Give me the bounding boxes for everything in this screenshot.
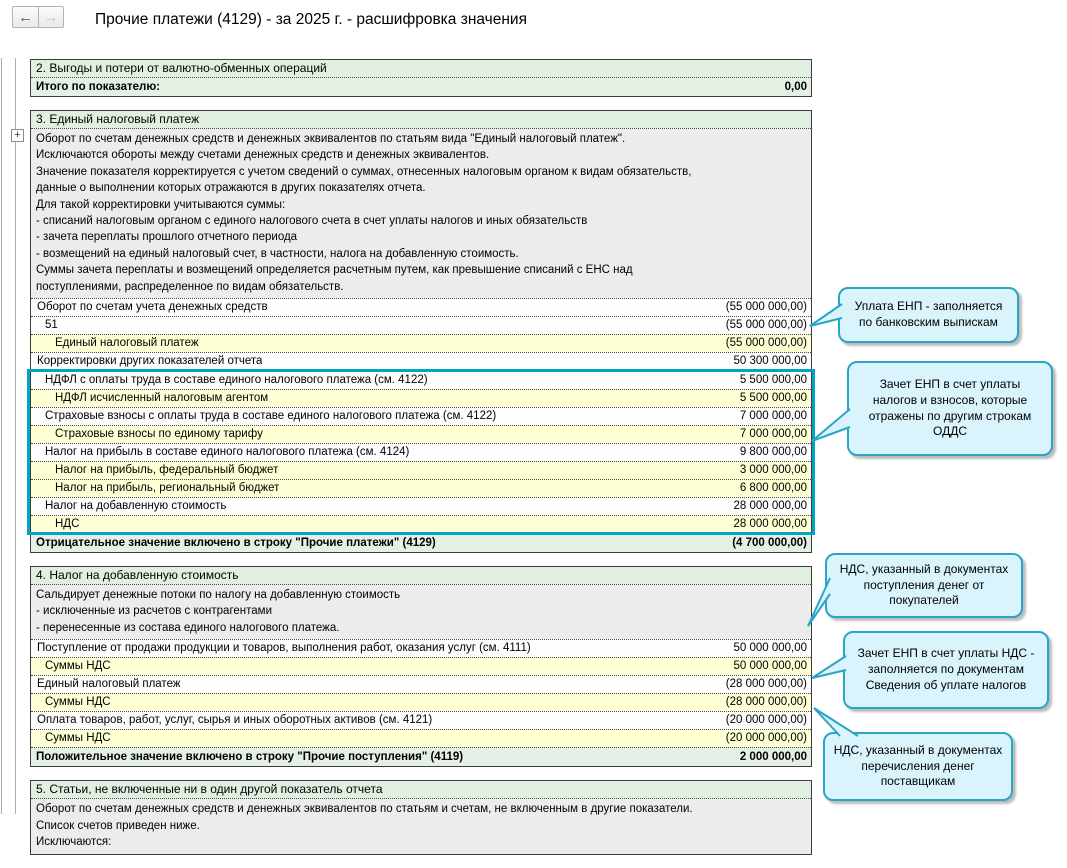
forward-button[interactable]: → [38, 6, 64, 28]
description-line: - возмещений на единый налоговый счет, в частности, налога на добавленную стоимость. [36, 247, 519, 260]
table-row[interactable] [31, 693, 811, 711]
row-value: (28 000 000,00) [725, 696, 807, 709]
report-section [30, 566, 812, 767]
table-row[interactable] [31, 479, 811, 497]
callout-enp-offset: Зачет ЕНП в счет уплаты налогов и взносов, которые отражены по другим строкам ОДДС [847, 361, 1053, 456]
row-label: Единый налоговый платеж [37, 678, 181, 691]
callout-tail-icon [806, 576, 832, 628]
row-value: 3 000 000,00 [739, 464, 807, 477]
callout-vat-outgoing: НДС, указанный в документах перечисления денег поставщикам [823, 732, 1013, 801]
row-value: (20 000 000,00) [725, 714, 807, 727]
description-line: Суммы зачета переплаты и возмещений определяется расчетным путем, как превышение списаний с ЕНС над [36, 264, 633, 277]
row-value: (28 000 000,00) [725, 678, 807, 691]
section-description [31, 584, 811, 639]
callout-enp-payment: Уплата ЕНП - заполняется по банковским выпискам [838, 287, 1019, 343]
row-label: НДС [55, 518, 80, 531]
back-button[interactable]: ← [12, 6, 38, 28]
row-value: 7 000 000,00 [739, 428, 807, 441]
summary-value: 0,00 [784, 81, 807, 93]
row-value: 50 300 000,00 [733, 355, 807, 368]
row-label: Налог на прибыль, региональный бюджет [55, 482, 280, 495]
summary-value: 2 000 000,00 [739, 751, 807, 764]
section-description [31, 128, 811, 298]
description-line: Оборот по счетам денежных средств и денежных эквивалентов по статьям вида "Единый налоговый платеж". [36, 133, 626, 145]
description-line: - списаний налоговым органом с единого налогового счета в счет уплаты налогов и иных обязательств [36, 215, 588, 228]
row-label: Суммы НДС [45, 732, 111, 745]
description-line: Для такой корректировки учитываются суммы: [36, 198, 286, 211]
report-section [30, 110, 812, 553]
row-label: Суммы НДС [45, 660, 111, 673]
description-line: - перенесенные из состава единого налогового платежа. [36, 621, 340, 634]
callout-vat-incoming: НДС, указанный в документах поступления денег от покупателей [825, 553, 1023, 618]
section-description [31, 798, 811, 853]
section-header: 4. Налог на добавленную стоимость [31, 567, 811, 584]
row-label: Страховые взносы по единому тарифу [55, 428, 263, 441]
callout-tail-icon [810, 405, 852, 443]
description-line: Исключаются: [36, 836, 112, 849]
row-value: 6 800 000,00 [739, 482, 807, 495]
section-header: 2. Выгоды и потери от валютно-обменных операций [31, 60, 811, 77]
row-value: 28 000 000,00 [733, 500, 807, 513]
row-label: Суммы НДС [45, 696, 111, 709]
section-summary-row[interactable] [31, 533, 811, 552]
row-label: НДФЛ с оплаты труда в составе единого налогового платежа (см. 4122) [45, 374, 428, 387]
row-label: Оплата товаров, работ, услуг, сырья и иных оборотных активов (см. 4121) [37, 714, 433, 727]
callout-enp-vat-offset: Зачет ЕНП в счет уплаты НДС - заполняется по документам Сведения об уплате налогов [843, 631, 1049, 709]
table-row[interactable] [31, 639, 811, 657]
description-line: Значение показателя корректируется с учетом сведений о суммах, отнесенных налоговым органом к видам обязательств, [36, 165, 692, 178]
page-title: Прочие платежи (4129) - за 2025 г. - расшифровка значения [95, 11, 527, 28]
report-section [30, 780, 812, 854]
row-value: (55 000 000,00) [725, 301, 807, 314]
description-line: данные о выполнении которых отражаются в других показателях отчета. [36, 182, 426, 195]
row-value: 5 500 000,00 [739, 374, 807, 387]
description-line: Оборот по счетам денежных средств и денежных эквивалентов по статьям и счетам, не включенным в другие показатели. [36, 803, 693, 816]
table-row[interactable] [31, 657, 811, 675]
description-line: поступлениями, распределенное по видам обязательств. [36, 280, 344, 293]
description-line: - зачета переплаты прошлого отчетного периода [36, 231, 298, 244]
row-label: Налог на прибыль в составе единого налогового платежа (см. 4124) [45, 446, 410, 459]
row-value: (55 000 000,00) [725, 319, 807, 332]
highlighted-rows-group [31, 370, 811, 533]
row-value: (55 000 000,00) [725, 337, 807, 350]
table-row[interactable] [31, 316, 811, 334]
row-value: 50 000 000,00 [733, 660, 807, 673]
table-row[interactable] [31, 352, 811, 370]
description-line: Список счетов приведен ниже. [36, 819, 200, 832]
table-row[interactable] [31, 729, 811, 747]
section-summary-row[interactable] [31, 747, 811, 766]
expand-group-button[interactable]: + [11, 129, 24, 142]
row-label: Налог на добавленную стоимость [45, 500, 227, 513]
report-section [30, 59, 812, 97]
table-row[interactable] [31, 371, 811, 389]
summary-label: Положительное значение включено в строку "Прочие поступления" (4119) [36, 751, 464, 764]
table-row[interactable] [31, 711, 811, 729]
summary-value: (4 700 000,00) [732, 537, 807, 550]
row-label: Страховые взносы с оплаты труда в составе единого налогового платежа (см. 4122) [45, 410, 497, 423]
description-line: - исключенные из расчетов с контрагентами [36, 605, 272, 618]
table-row[interactable] [31, 389, 811, 407]
table-row[interactable] [31, 461, 811, 479]
callout-tail-icon [808, 300, 844, 330]
description-line: Сальдирует денежные потоки по налогу на добавленную стоимость [36, 589, 401, 602]
history-nav [12, 6, 64, 28]
row-value: 28 000 000,00 [733, 518, 807, 531]
row-label: Поступление от продажи продукции и товаров, выполнения работ, оказания услуг (см. 4111) [37, 642, 531, 655]
description-line: Исключаются обороты между счетами денежных средств и денежных эквивалентов. [36, 149, 490, 162]
table-row[interactable] [31, 515, 811, 533]
row-label: Оборот по счетам учета денежных средств [37, 301, 268, 314]
table-row[interactable] [31, 298, 811, 316]
callout-tail-icon [810, 652, 848, 682]
callout-tail-icon [812, 706, 864, 738]
table-row[interactable] [31, 675, 811, 693]
row-value: 50 000 000,00 [733, 642, 807, 655]
row-label: НДФЛ исчисленный налоговым агентом [55, 392, 269, 405]
grouping-gutter [1, 58, 16, 814]
table-row[interactable] [31, 497, 811, 515]
section-header: 3. Единый налоговый платеж [31, 111, 811, 128]
row-label: 51 [45, 319, 58, 332]
title-bar [0, 0, 1067, 44]
table-row[interactable] [31, 425, 811, 443]
row-value: 5 500 000,00 [739, 392, 807, 405]
row-value: 9 800 000,00 [739, 446, 807, 459]
decryption-report [30, 59, 812, 868]
table-row[interactable] [31, 443, 811, 461]
row-label: Налог на прибыль, федеральный бюджет [55, 464, 279, 477]
row-label: Корректировки других показателей отчета [37, 355, 263, 368]
row-label: Единый налоговый платеж [55, 337, 199, 350]
summary-label: Отрицательное значение включено в строку "Прочие платежи" (4129) [36, 537, 436, 550]
section-summary-row[interactable] [31, 77, 811, 96]
row-value: 7 000 000,00 [739, 410, 807, 423]
section-header: 5. Статьи, не включенные ни в один другой показатель отчета [31, 781, 811, 798]
table-row[interactable] [31, 407, 811, 425]
table-row[interactable] [31, 334, 811, 352]
summary-label: Итого по показателю: [36, 81, 161, 93]
row-value: (20 000 000,00) [725, 732, 807, 745]
